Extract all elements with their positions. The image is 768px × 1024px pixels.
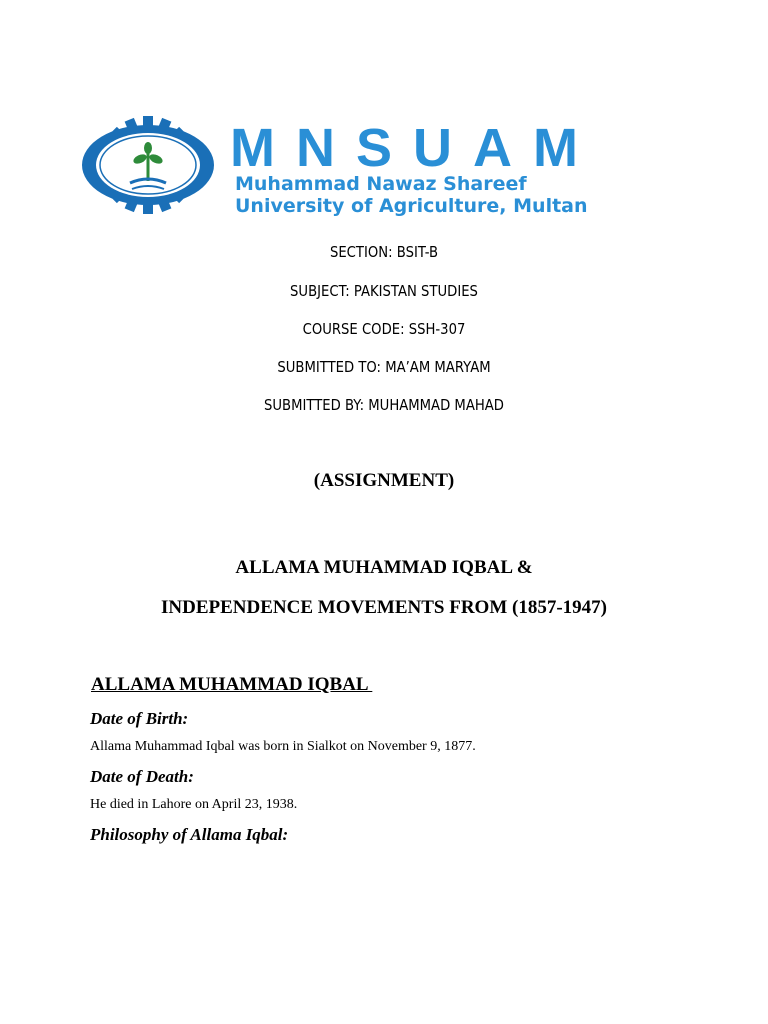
university-seal-icon <box>70 115 226 215</box>
subject-line: SUBJECT: PAKISTAN STUDIES <box>290 282 478 300</box>
university-logo <box>70 115 710 215</box>
document-title-line2: INDEPENDENCE MOVEMENTS FROM (1857-1947) <box>161 597 607 618</box>
university-acronym: MNSUAM <box>230 118 599 178</box>
philosophy-heading: Philosophy of Allama Iqbal: <box>90 825 289 844</box>
date-of-death-heading: Date of Death: <box>90 767 194 786</box>
submitted-by-line: SUBMITTED BY: MUHAMMAD MAHAD <box>264 396 504 414</box>
date-of-birth-heading: Date of Birth: <box>90 709 189 728</box>
course-code-line: COURSE CODE: SSH-307 <box>302 320 466 338</box>
document-title-line1: ALLAMA MUHAMMAD IQBAL & <box>235 557 533 578</box>
university-name-line2: University of Agriculture, Multan <box>235 195 588 217</box>
university-name-line1: Muhammad Nawaz Shareef <box>235 173 527 195</box>
section-line: SECTION: BSIT-B <box>329 243 439 261</box>
date-of-birth-text: Allama Muhammad Iqbal was born in Sialkot on November 9, 1877. <box>90 739 476 754</box>
assignment-label: (ASSIGNMENT) <box>313 470 455 491</box>
submitted-to-line: SUBMITTED TO: MA’AM MARYAM <box>277 358 491 376</box>
date-of-death-text: He died in Lahore on April 23, 1938. <box>90 797 298 812</box>
section-heading: ALLAMA MUHAMMAD IQBAL <box>91 674 373 695</box>
